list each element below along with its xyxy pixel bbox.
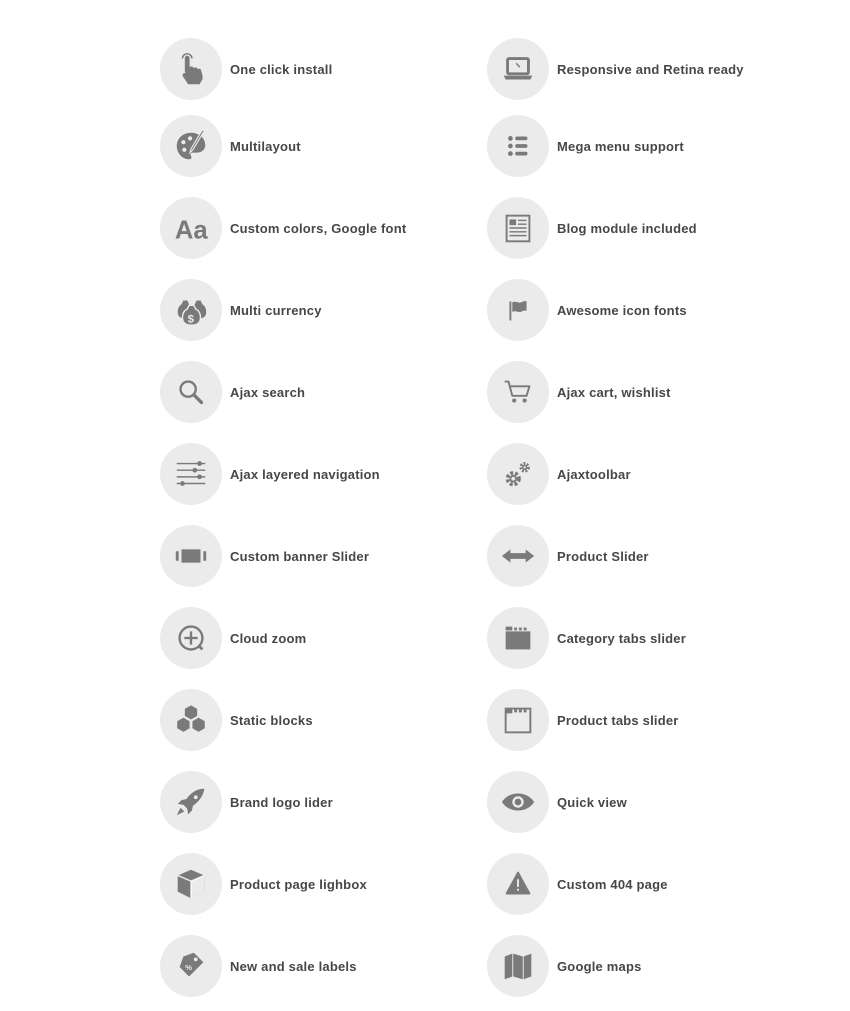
font-aa-icon: [172, 209, 210, 247]
icon-circle: [160, 771, 222, 833]
zoom-in-icon: [172, 619, 210, 657]
cubes-icon: [172, 701, 210, 739]
feature-label: Cloud zoom: [230, 630, 307, 646]
feature-item: [487, 935, 642, 997]
box-icon: [172, 865, 210, 903]
feature-item: [160, 853, 367, 915]
feature-item: [487, 197, 697, 259]
rocket-icon: [172, 783, 210, 821]
icon-circle: [160, 853, 222, 915]
feature-label: Brand logo lider: [230, 794, 333, 810]
newspaper-icon: [499, 209, 537, 247]
icon-circle: [487, 443, 549, 505]
icon-circle: [487, 689, 549, 751]
icon-circle: [487, 935, 549, 997]
icon-circle: [487, 38, 549, 100]
folder-tabs-icon: [499, 619, 537, 657]
feature-label: Mega menu support: [557, 138, 684, 154]
window-tabs-icon: [499, 701, 537, 739]
feature-item: [160, 361, 305, 423]
feature-item: [160, 115, 301, 177]
icon-circle: [160, 689, 222, 751]
feature-label: Google maps: [557, 958, 642, 974]
map-icon: [499, 947, 537, 985]
icon-circle: [160, 935, 222, 997]
feature-item: [160, 771, 333, 833]
icon-circle: [160, 38, 222, 100]
feature-label: Custom 404 page: [557, 876, 668, 892]
banner-slider-icon: [172, 537, 210, 575]
feature-item: [487, 279, 687, 341]
feature-label: Ajaxtoolbar: [557, 466, 631, 482]
feature-item: [160, 279, 322, 341]
svg-text:%: %: [185, 962, 193, 972]
feature-item: [487, 853, 668, 915]
icon-circle: [160, 607, 222, 669]
feature-label: Ajax layered navigation: [230, 466, 380, 482]
feature-item: [160, 935, 357, 997]
feature-label: Category tabs slider: [557, 630, 686, 646]
feature-item: [487, 771, 627, 833]
feature-item: [160, 197, 406, 259]
feature-label: Product Slider: [557, 548, 649, 564]
feature-item: [487, 607, 686, 669]
feature-item: [160, 38, 332, 100]
feature-label: New and sale labels: [230, 958, 357, 974]
feature-label: Product page lighbox: [230, 876, 367, 892]
icon-circle: [487, 771, 549, 833]
feature-item: [487, 361, 671, 423]
tag-percent-icon: [172, 947, 210, 985]
feature-label: Multilayout: [230, 138, 301, 154]
feature-label: Multi currency: [230, 302, 322, 318]
feature-item: [487, 115, 684, 177]
feature-label: Ajax search: [230, 384, 306, 400]
palette-icon: [172, 127, 210, 165]
cart-icon: [499, 373, 537, 411]
feature-item: [487, 38, 744, 100]
flag-icon: [499, 291, 537, 329]
feature-label: Static blocks: [230, 712, 313, 728]
warning-icon: [499, 865, 537, 903]
icon-circle: [487, 607, 549, 669]
feature-label: Custom colors, Google font: [230, 220, 407, 236]
feature-label: Responsive and Retina ready: [557, 61, 744, 77]
feature-item: [487, 525, 649, 587]
svg-text:$: $: [187, 313, 195, 326]
icon-circle: [160, 197, 222, 259]
gears-icon: [499, 455, 537, 493]
feature-label: Product tabs slider: [557, 712, 679, 728]
feature-item: [160, 525, 369, 587]
feature-label: Ajax cart, wishlist: [557, 384, 671, 400]
sliders-icon: [172, 455, 210, 493]
feature-item: [487, 443, 631, 505]
icon-circle: [487, 279, 549, 341]
feature-item: [160, 443, 380, 505]
icon-circle: [487, 525, 549, 587]
list-icon: [499, 127, 537, 165]
feature-label: One click install: [230, 61, 333, 77]
arrows-horizontal-icon: [499, 537, 537, 575]
icon-circle: [160, 115, 222, 177]
icon-circle: [487, 853, 549, 915]
laptop-icon: [499, 50, 537, 88]
search-icon: [172, 373, 210, 411]
feature-item: [160, 689, 313, 751]
feature-item: [160, 607, 306, 669]
feature-label: Quick view: [557, 794, 627, 810]
icon-circle: [487, 361, 549, 423]
icon-circle: [487, 197, 549, 259]
feature-label: Awesome icon fonts: [557, 302, 687, 318]
svg-text:Aa: Aa: [174, 216, 208, 245]
feature-label: Blog module included: [557, 220, 697, 236]
feature-label: Custom banner Slider: [230, 548, 370, 564]
money-bags-icon: [172, 291, 210, 329]
icon-circle: [160, 361, 222, 423]
feature-item: [487, 689, 679, 751]
hand-pointer-icon: [172, 50, 210, 88]
icon-circle: [160, 279, 222, 341]
eye-icon: [499, 783, 537, 821]
icon-circle: [160, 443, 222, 505]
icon-circle: [487, 115, 549, 177]
icon-circle: [160, 525, 222, 587]
